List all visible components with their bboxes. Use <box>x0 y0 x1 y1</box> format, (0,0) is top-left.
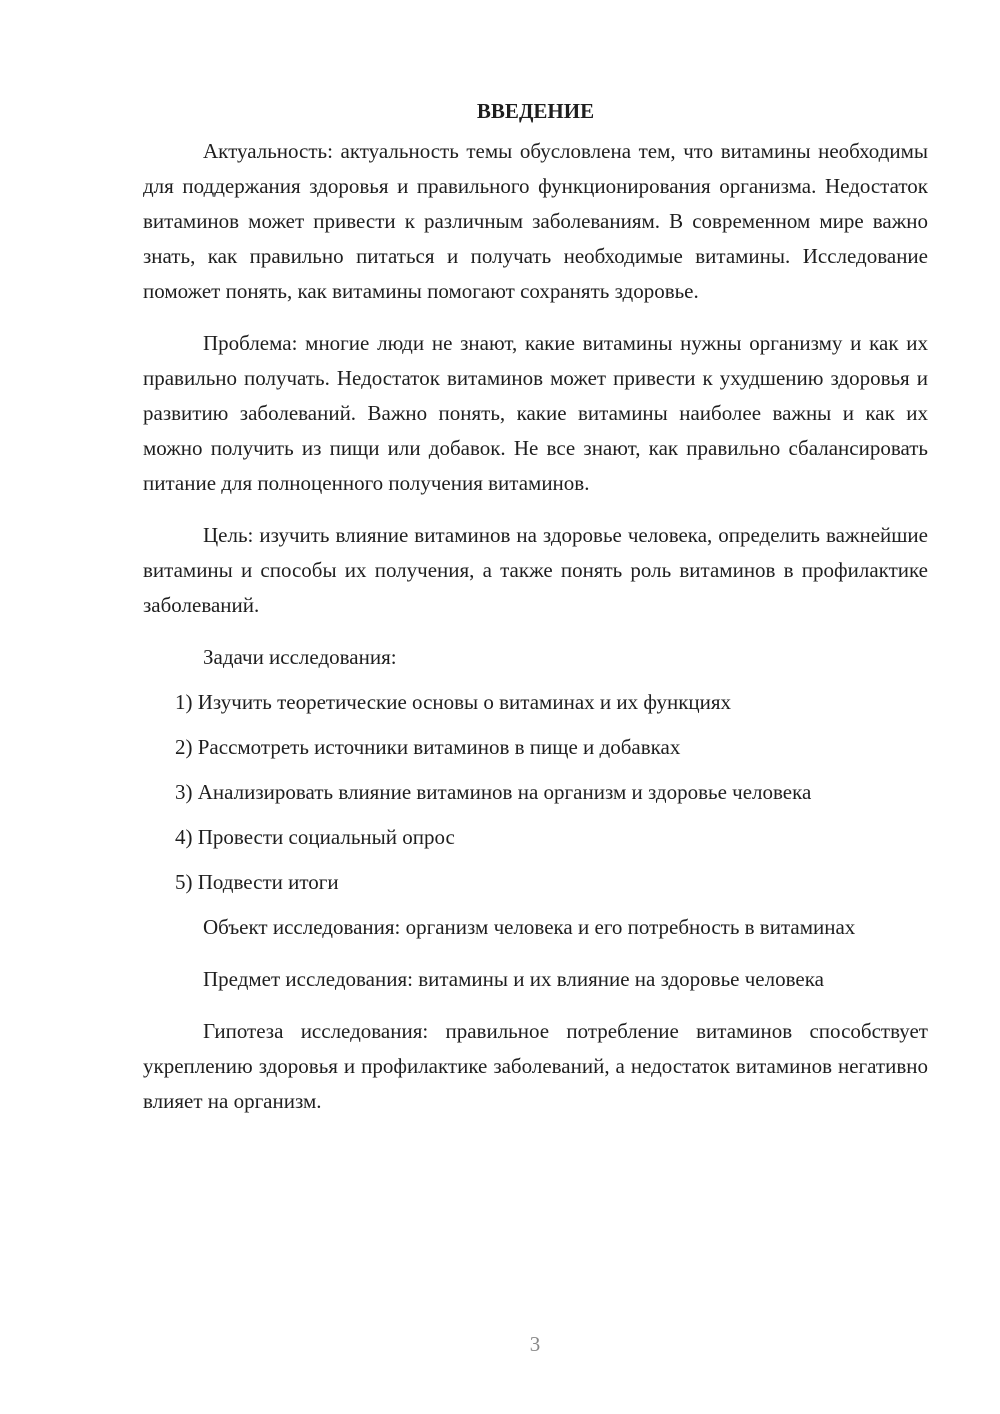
page-title: ВВЕДЕНИЕ <box>476 99 595 123</box>
list-item: 1) Изучить теоретические основы о витаминах и их функциях <box>175 690 732 714</box>
tasks-heading: Задачи исследования: <box>203 645 397 669</box>
relevance-paragraph: Актуальность: актуальность темы обусловлена тем, что витамины необходимы для поддержания здоровья и правильного функционирования организма. Недостаток витаминов может привести к различным заболеваниям. В современном мире важно знать, как правильно питаться и получать необходимые витамины. Исследование поможет понять, как витамины помогают сохранять здоровье. <box>143 139 928 303</box>
tasks-list <box>143 685 928 900</box>
problem-paragraph: Проблема: многие люди не знают, какие витамины нужны организму и как их правильно получать. Недостаток витаминов может привести к ухудшению здоровья и развитию заболеваний. Важно понять, какие витамины наиболее важны и как их можно получить из пищи или добавок. Не все знают, как правильно сбалансировать питание для полноценного получения витаминов. <box>143 331 928 495</box>
subject-paragraph: Предмет исследования: витамины и их влияние на здоровье человека <box>203 967 824 991</box>
object-paragraph: Объект исследования: организм человека и его потребность в витаминах <box>203 915 856 939</box>
page-number: 3 <box>529 1332 541 1356</box>
goal-paragraph: Цель: изучить влияние витаминов на здоровье человека, определить важнейшие витамины и способы их получения, а также понять роль витаминов в профилактике заболеваний. <box>143 523 928 617</box>
list-item: 3) Анализировать влияние витаминов на организм и здоровье человека <box>175 780 812 804</box>
hypothesis-paragraph: Гипотеза исследования: правильное потребление витаминов способствует укреплению здоровья и профилактике заболеваний, а недостаток витаминов негативно влияет на организм. <box>143 1019 928 1113</box>
document-body <box>143 96 928 1119</box>
list-item: 4) Провести социальный опрос <box>175 825 455 849</box>
list-item: 2) Рассмотреть источники витаминов в пище и добавках <box>175 735 681 759</box>
list-item: 5) Подвести итоги <box>175 870 339 894</box>
